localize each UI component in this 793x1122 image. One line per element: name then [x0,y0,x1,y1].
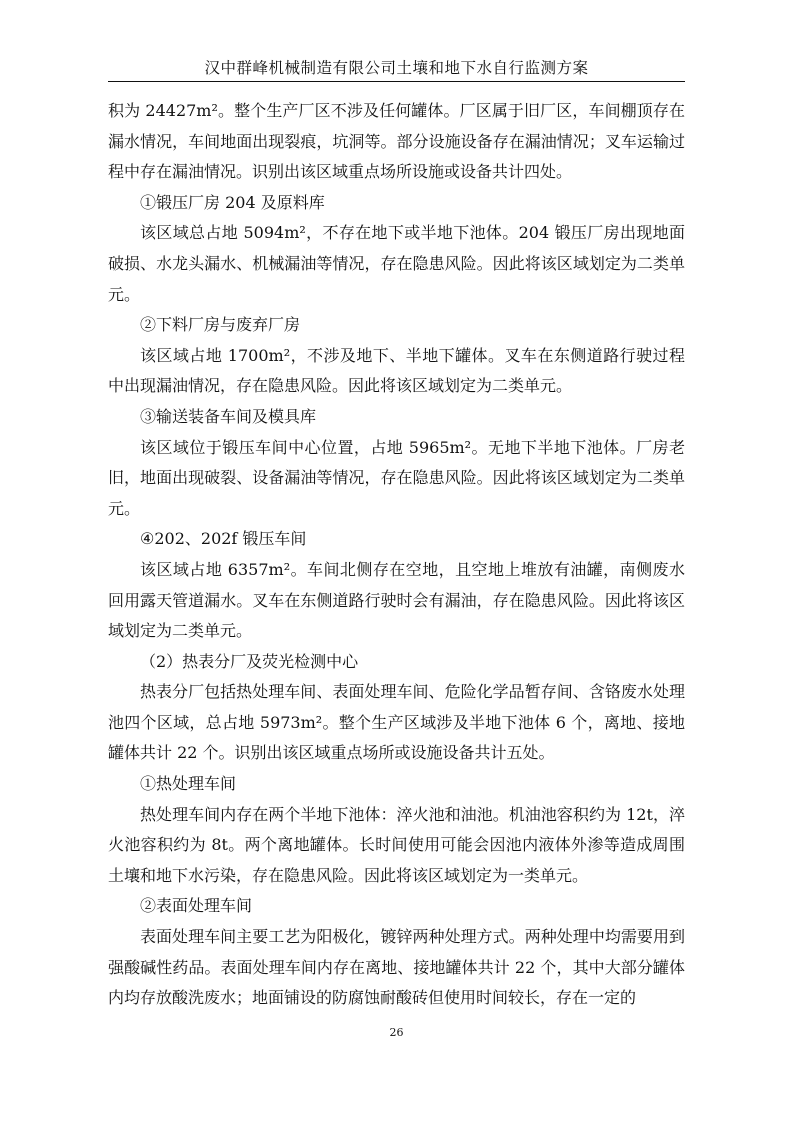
paragraph: 积为 24427m²。整个生产厂区不涉及任何罐体。厂区属于旧厂区，车间棚顶存在漏水情况，车间地面出现裂痕，坑洞等。部分设施设备存在漏油情况；叉车运输过程中存在漏油情况。识别出该区域重点场所设施或设备共计四处。 [108,101,685,182]
paragraph: （2）热表分厂及荧光检测中心 [140,651,359,671]
paragraph: ②下料厂房与废弃厂房 [140,315,301,335]
paragraph: ④202、202f 锻压车间 [140,529,307,549]
paragraph: ①锻压厂房 204 及原料库 [140,192,325,212]
paragraph: ③输送装备车间及模具库 [140,406,317,426]
paragraph: 表面处理车间主要工艺为阳极化，镀锌两种处理方式。两种处理中均需要用到强酸碱性药品。表面处理车间内存在离地、接地罐体共计 22 个，其中大部分罐体内均存放酸洗废水；地面铺设的防腐蚀耐酸砖但使用时间较长，存在一定的 [108,927,685,1008]
paragraph: 该区域总占地 5094m²，不存在地下或半地下池体。204 锻压厂房出现地面破损、水龙头漏水、机械漏油等情况，存在隐患风险。因此将该区域划定为二类单元。 [108,223,685,304]
paragraph: ②表面处理车间 [140,896,253,916]
paragraph: 该区域占地 6357m²。车间北侧存在空地，且空地上堆放有油罐，南侧废水回用露天管道漏水。叉车在东侧道路行驶时会有漏油，存在隐患风险。因此将该区域划定为二类单元。 [108,559,685,641]
page-number: 26 [389,1026,404,1039]
page-header: 汉中群峰机械制造有限公司土壤和地下水自行监测方案 [204,59,589,77]
paragraph: 热表分厂包括热处理车间、表面处理车间、危险化学品暂存间、含铬废水处理池四个区域，总占地 5973m²。整个生产区域涉及半地下池体 6 个，离地、接地罐体共计 22 个。识别出该区域重点场所或设施设备共计五处。 [108,682,685,763]
paragraph: 该区域占地 1700m²，不涉及地下、半地下罐体。叉车在东侧道路行驶过程中出现漏油情况，存在隐患风险。因此将该区域划定为二类单元。 [108,345,685,396]
paragraph: ①热处理车间 [140,774,237,794]
body-text [108,96,685,1014]
header-divider [108,81,685,82]
paragraph: 热处理车间内存在两个半地下池体：淬火池和油池。机油池容积约为 12t，淬火池容积约为 8t。两个离地罐体。长时间使用可能会因池内液体外渗等造成周围土壤和地下水污染，存在隐患风险。因此将该区域划定为一类单元。 [108,804,685,885]
paragraph: 该区域位于锻压车间中心位置，占地 5965m²。无地下半地下池体。厂房老旧，地面出现破裂、设备漏油等情况，存在隐患风险。因此将该区域划定为二类单元。 [108,437,685,518]
